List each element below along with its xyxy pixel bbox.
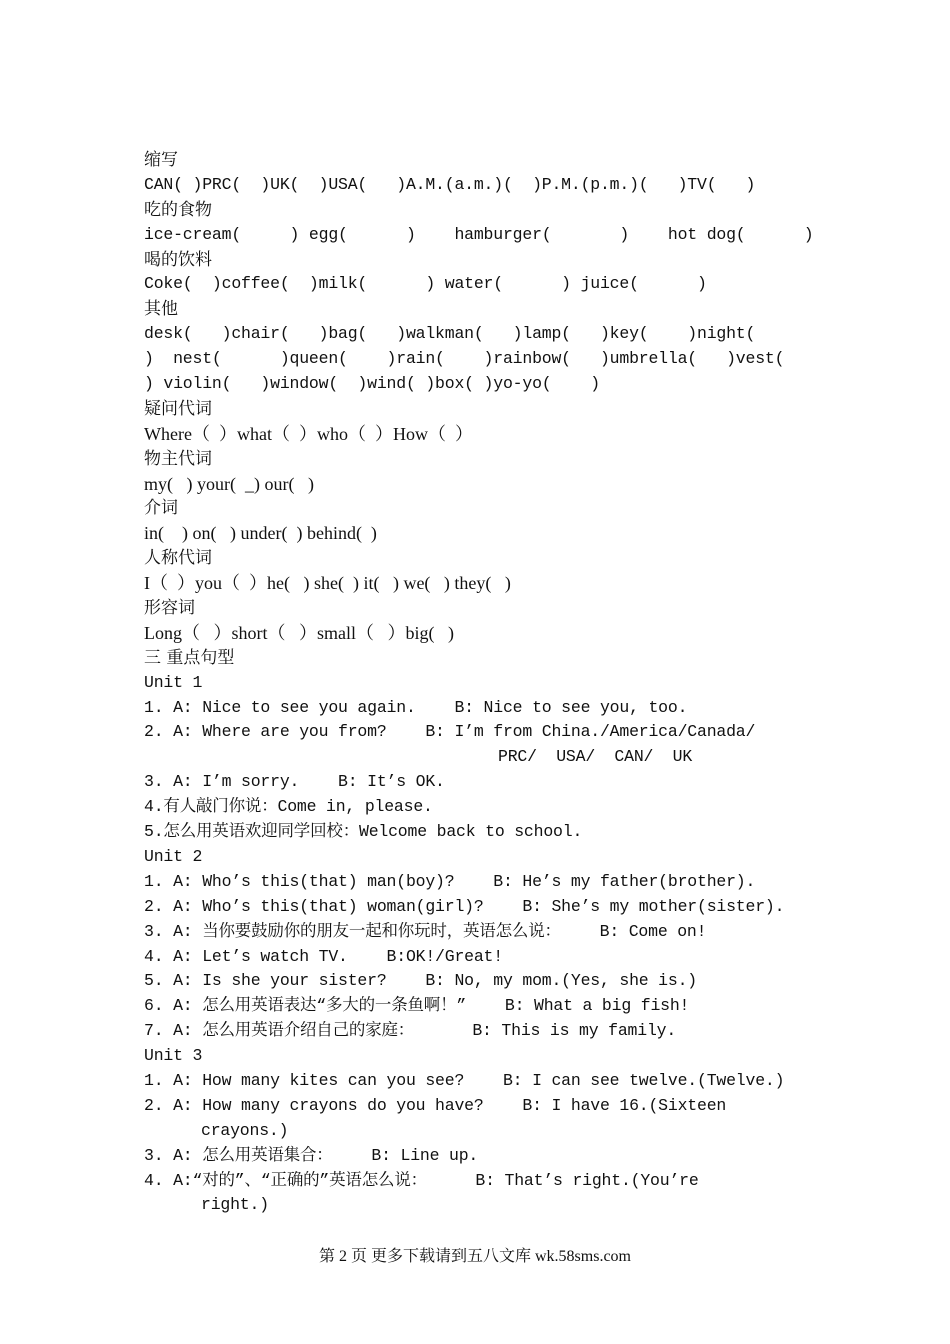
text-line: 2. A: Who’s this(that) woman(girl)? B: She’s my mother(sister). — [144, 896, 785, 916]
text-line: 4. A: Let’s watch TV. B:OK!/Great! — [144, 946, 503, 966]
text-line: 4. A:“对的”、“正确的”英语怎么说： B: That’s right.(You’re — [144, 1170, 699, 1190]
text-line: in( ) on( ) under( ) behind( ) — [144, 523, 377, 544]
text-line: Unit 1 — [144, 672, 203, 692]
text-line: Where（ ）what（ ）who（ ）How（ ） — [144, 423, 473, 444]
text-line: Long（ ）short（ ）small（ ）big( ) — [144, 622, 454, 643]
text-line: Coke( )coffee( )milk( ) water( ) juice( ) — [144, 274, 707, 294]
section-heading: 疑问代词 — [144, 398, 212, 419]
text-line: 2. A: How many crayons do you have? B: I have 16.(Sixteen — [144, 1095, 727, 1115]
section-heading: 物主代词 — [144, 448, 212, 469]
section-heading: 人称代词 — [144, 548, 212, 569]
text-line: PRC/ USA/ CAN/ UK — [498, 747, 693, 767]
text-line: 5. A: Is she your sister? B: No, my mom.(Yes, she is.) — [144, 971, 697, 991]
text-line: 5.怎么用英语欢迎同学回校：Welcome back to school. — [144, 822, 583, 842]
text-line: 2. A: Where are you from? B: I’m from China./America/Canada/ — [144, 722, 756, 742]
text-line: 6. A: 怎么用英语表达“多大的一条鱼啊！” B: What a big fish! — [144, 996, 690, 1016]
text-line: Unit 2 — [144, 846, 203, 866]
text-line: 1. A: Who’s this(that) man(boy)? B: He’s my father(brother). — [144, 871, 756, 891]
document-body — [144, 148, 824, 1218]
text-line: ice-cream( ) egg( ) hamburger( ) hot dog( ) — [144, 224, 814, 244]
section-heading: 介词 — [144, 498, 178, 519]
text-line: desk( )chair( )bag( )walkman( )lamp( )key( )night( — [144, 324, 756, 344]
section-heading: 三 重点句型 — [144, 647, 235, 668]
text-line: I（ ）you（ ）he( ) she( ) it( ) we( ) they( ) — [144, 573, 511, 594]
text-line: 4.有人敲门你说：Come in, please. — [144, 797, 433, 817]
text-line: 1. A: How many kites can you see? B: I can see twelve.(Twelve.) — [144, 1070, 785, 1090]
text-line: crayons.) — [201, 1120, 289, 1140]
text-line: ) violin( )window( )wind( )box( )yo-yo( ) — [144, 374, 600, 394]
section-heading: 喝的饮料 — [144, 249, 212, 270]
text-line: 3. A: I’m sorry. B: It’s OK. — [144, 772, 445, 792]
text-line: my( ) your( _) our( ) — [144, 473, 314, 494]
text-line: CAN( )PRC( )UK( )USA( )A.M.(a.m.)( )P.M.(p.m.)( )TV( ) — [144, 174, 756, 194]
page-footer: 第 2 页 更多下载请到五八文库 wk.58sms.com — [318, 1248, 631, 1265]
section-heading: 吃的食物 — [144, 199, 212, 220]
section-heading: 缩写 — [144, 150, 178, 170]
section-heading: 形容词 — [144, 598, 195, 619]
text-line: right.) — [201, 1195, 269, 1215]
text-line: 7. A: 怎么用英语介绍自己的家庭： B: This is my family. — [144, 1021, 677, 1041]
text-line: 3. A: 当你要鼓励你的朋友一起和你玩时，英语怎么说： B: Come on! — [144, 921, 707, 941]
text-line: 3. A: 怎么用英语集合： B: Line up. — [144, 1145, 479, 1165]
text-line: Unit 3 — [144, 1046, 203, 1066]
text-line: ) nest( )queen( )rain( )rainbow( )umbrella( )vest( — [144, 349, 785, 369]
text-line: 1. A: Nice to see you again. B: Nice to see you, too. — [144, 697, 688, 717]
section-heading: 其他 — [144, 299, 178, 320]
